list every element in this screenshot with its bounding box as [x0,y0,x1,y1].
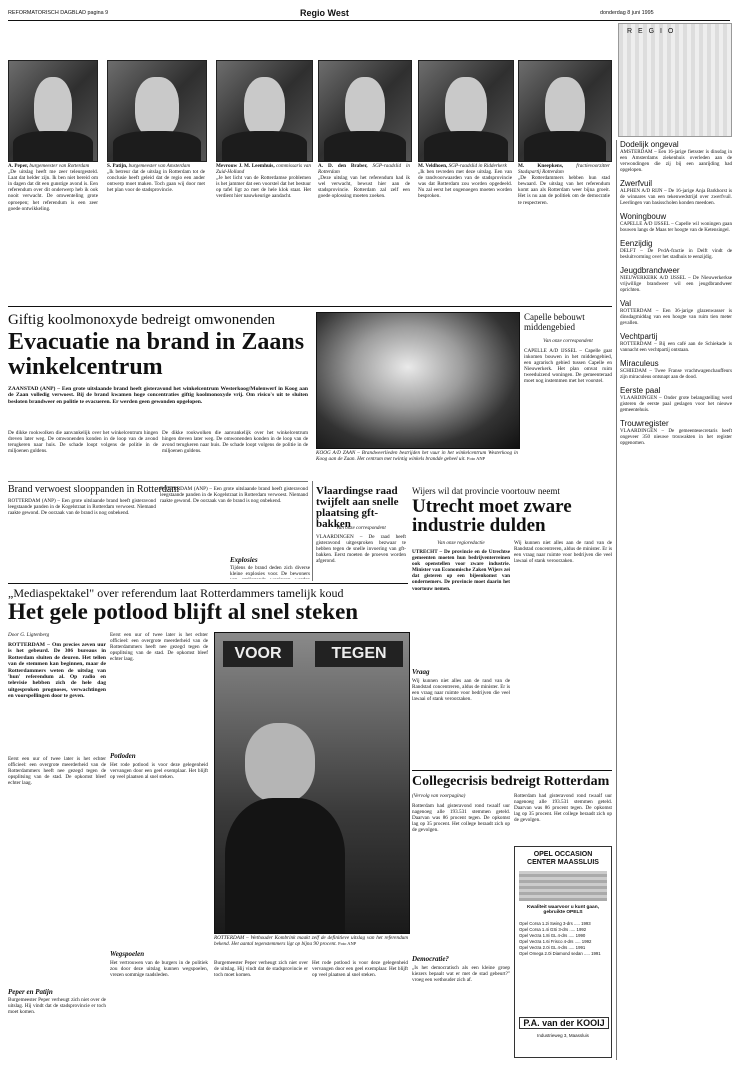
sidebar-item: Woningbouw CAPELLE A/D IJSSEL – Capelle wil woningen gaan bouwen langs de Maas ter hoogte van de Ketensingel. [620,212,732,233]
portrait-caption: M. Veldhoen, SGP-raadslid in Ridderkerk „Ik ben tevreden met deze uitslag. Een van de randvoorwaarden van de stadsprovincie was dat Rotterdam zou worden opgedeeld. Nu zal eerst het ongenoegen moeten worden besproken. [418,163,512,200]
portrait-caption: Mevrouw J. M. Leemhuis, commissaris van Zuid-Holland „Je het licht van de Rotterdamse problemen is het jammer dat een voorstel dat het bestuur op tafel ligt zo met de hele klok staat. Het verdient hier nauwkeurige aandacht. [216,163,311,200]
headline-referendum: Het gele potlood blijft al snel steken [8,599,359,624]
body-evacuatie: De dikke rookwolken die aanvankelijk over het winkelcentrum hingen dreven later weg. De omwonenden konden in de loop van de avond terugkeren naar huis. De schade loopt volgens de politie in de miljoenen guldens. [8,430,158,455]
ad-car-row: Opel Vectra 1.8i GL 4-drs ..... 1990 [519,933,586,938]
portrait-caption: A. D. den Braber, SGP-raadslid in Rotterdam „Deze uitslag van het referendum had ik wel verwacht, bewust hier aan de stadsprovincie. Rotterdam zal zelf een goede oplossing moeten zoeken. [318,163,410,200]
regio-label: R E G I O [627,28,676,35]
kicker-referendum: „Mediaspektakel" over referendum laat Rotterdammers tamelijk koud [8,586,344,600]
portrait-photo [518,60,612,162]
subhead-democratie: Democratie? [412,955,449,963]
ad-dealer-address: Industrieweg 3, Maassluis [537,1033,589,1038]
ad-car-row: Opel Corsa 1.4i GSi 3-drs ..... 1992 [519,927,587,932]
ad-title: OPEL OCCASION CENTER MAASSLUIS [527,851,599,866]
body-sloopanden-2: ROTTERDAM (ANP) – Een grote uitslaande brand heeft gisteravond leegstaande panden in de Kogelstraat in Rotterdam verwoest. Niemand raakte gewond. De oorzaak van de brand is nog onbekend. [160,486,308,505]
portrait-photo [318,60,412,162]
body-utrecht: UTRECHT – De provincie en de Utrechtse gemeenten moeten hun bedrijventerreinen ook openstellen voor zware industrie. Minister van Economische Zaken Wijers zei dat gisteren op een bijeenkomst van ondernemers. De provincie moet daarin het voortouw nemen. [412,549,510,592]
subhead-explosies: Explosies [230,556,258,564]
body-explosies: Tijdens de brand deden zich diverse kleine explosies voor. De bewoners [230,565,310,578]
ad-car-row: Opel Corsa 1.2i Swing 3-drs ..... 1993 [519,921,591,926]
body-potloden: Het rode potlood is voor deze gelegenheid vervangen door een geel exemplaar. Het blijft op veel plaatsen al snel steken. [110,762,208,781]
body-evacuatie-2: De dikke rookwolken die aanvankelijk over het winkelcentrum hingen dreven later weg. De omwonenden konden in de loop van de avond terugkeren naar huis. De schade loopt volgens de politie in de miljoenen guldens. [162,430,308,455]
body-utrecht-2: Wij kunnen niet alles aan de rand van de Randstad concentreren, aldus de minister. Er is een vraag naar ruimte voor bedrijven die veel lawaai of stank veroorzaken. [514,540,612,565]
portrait-photo [107,60,207,162]
sidebar-item: Jeugdbrandweer NIEUWERKERK A/D IJSSEL – De Nieuwerkerkse vrijwillige brandweer wil een jeugdbrandweer oprichten. [620,266,732,293]
byline-referendum: Door G. Ligtenberg [8,632,50,638]
referendum-photo [214,632,410,934]
fire-photo-caption: KOOG A/D ZAAN – Brandweerlieden bestrijden het vuur in het winkelcentrum Westerkoog in Koog aan de Zaan. Het centrum met twintig winkels brandde geheel uit. Foto ANP [316,450,518,463]
subhead-peper-patijn: Peper en Patijn [8,988,53,996]
body-vlaardingen: VLAARDINGEN – De raad heeft gisteravond uitgesproken bezwaar te hebben tegen de snelle invoering van gft-bakken. Eerst moeten de proeven worden afgerond. [316,534,406,565]
body-utrecht-vraag: Wij kunnen niet alles aan de rand van de Randstad concentreren, aldus de minister. Er is een vraag naar ruimte voor bedrijven die veel lawaai of stank veroorzaken. [412,678,510,703]
sidebar-item: Zwerfvuil ALPHEN A/D RIJN – De 16-jarige Anja Barkhorst is de winnares van een tekenwedstrijd over zwerfvuil. Leerlingen van basisscholen konden meedoen. [620,179,732,206]
sidebar-item: Vechtpartij ROTTERDAM – Bij een café aan de Schiekade is vannacht een vechtpartij ontstaan. [620,332,732,353]
subhead-vraag: Vraag [412,668,430,676]
sidebar-item: Eenzijdig DELFT – De PvdA-fractie in Delft vindt de besluitvorming over het stadhuis te eenzijdig. [620,239,732,260]
poster-tegen: TEGEN [315,641,403,667]
ad-car-list [519,921,607,957]
lead-referendum: ROTTERDAM – Om precies zeven uur is het gebeurd. De 306 bureaus in Rotterdam sluiten de deuren. Het tellen van de stemmen kan beginnen, maar de Rotterdammers weten de uitslag van 'hun' referendum al. Op radio en televisie hebben zich de hele dag uitgesproken prognoses, verwachtingen en voorspellingen door te geven. [8,642,106,700]
headline-vlaardingen: Vlaardingse raad twijfelt aan snelle plaatsing gft-bakken [316,485,399,530]
portrait-caption: M. Kneepkens, fractievoorzitter Stadspartij Rotterdam „De Rotterdammers hebben hun stad bewaard. De uitslag van het referendum komt aan als Rotterdam weer bijna groeit. Het is nu aan de politiek om de democratie te respecteren. [518,163,610,206]
poster-voor: VOOR [223,641,293,667]
headline-capelle: Capelle bebouwt middengebied [524,312,585,332]
ad-tagline: Kwaliteit waarvoor u kunt gaan, gebruikte OPELS [527,905,599,915]
lead-evacuatie: ZAANSTAD (ANP) – Een grote uitslaande brand heeft gisteravond het winkelcentrum Westerkoog/Molenwerf in Koog aan de Zaan volledig verwoest. Bij de brand kwamen hoge concentraties giftig koolmonoxyde vrij. Om risico's uit te sluiten besloten brandweer en politie te evacueren. Er werden geen gewonden opgelopen. [8,386,308,405]
byline-capelle: Van onze correspondent [543,338,593,344]
headline-sloopanden: Brand verwoest slooppanden in Rotterdam [8,484,180,495]
fire-photo [316,312,520,449]
sidebar-news [620,140,732,1060]
ad-car-row: Opel Vectra 2.0i GL 4-drs ..... 1991 [519,945,586,950]
kicker-koolmonoxyde: Giftig koolmonoxyde bedreigt omwonenden [8,312,276,328]
body-capelle: CAPELLE A/D IJSSEL – Capelle gaat inkomen bouwen in het middengebied, een agrarisch gebied tussen Capelle en Nieuwerkerk. Het plan omvat ruim tweeduizend woningen. De gemeenteraad moet nog instemmen met het voorstel. [524,348,612,385]
portrait-photo [418,60,514,162]
body-peper-patijn: Burgemeester Peper verheugt zich niet over de uitslag. Hij vindt dat de stadsprovincie er toch moet komen. [8,997,106,1016]
body-democratie: „Is het democratisch als een kleine groep kiezers bepaalt wat er met de stad gebeurt?" vroeg een wethouder zich af. [412,965,510,984]
kicker-utrecht: Wijers wil dat provincie voortouw neemt [412,486,560,496]
subhead-potloden: Potloden [110,752,136,760]
headline-evacuatie: Evacuatie na brand in Zaans winkelcentrum [8,329,305,380]
sidebar-item: Dodelijk ongeval AMSTERDAM – Een 16-jarige fietsster is dinsdag in een Amsterdams ziekenhuis overleden aan de verwondingen die zij bij een aanrijding had opgelopen. [620,140,732,173]
body-referendum-col4: Het rode potlood is voor deze gelegenheid vervangen door een geel exemplaar. Het blijft op veel plaatsen al snel steken. [312,960,408,979]
byline-vlaardingen: Van onze correspondent [336,525,386,531]
portrait-photo [8,60,98,162]
body-collegecrisis-2: Rotterdam had gisteravond rond twaalf uur nagenoeg alle 193.531 stemmen geteld. Daarvan was 86 procent tegen. De opkomst lag op 35 procent. Het college beraadt zich op de gevolgen. [514,793,612,824]
body-sloopanden: ROTTERDAM (ANP) – Een grote uitslaande brand heeft gisteravond leegstaande panden in de Kogelstraat in Rotterdam verwoest. Niemand raakte gewond. De oorzaak van de brand is nog onbekend. [8,498,156,517]
portrait-caption: A. Peper, burgemeester van Rotterdam „De uitslag heeft me zeer teleurgesteld. Laat dat helder zijn. Ik ben niet bereid om in dagen dat dit een gunstige avond is. Een referendum over dit onderwerp heb ik ook nooit verwacht. De omwenteling grote oproepen; het referendum is een zeer goede ontwikkeling. [8,163,98,212]
ad-dealer: P.A. van der KOOIJ [519,1017,609,1029]
portrait-caption: S. Patijn, burgemeester van Amsterdam „Ik betreur dat de uitslag in Rotterdam tot de conclusie heeft geleid dat de regio een ander ontwerp moet maken. Toch gaan wij door met het plan voor de stadsprovincie. [107,163,205,194]
body-referendum-col2: Eerst een uur of twee later is het echter officieel: een overgrote meerderheid van de Rotterdammers heeft nee gezegd tegen de opsplitsing van de stad. De opkomst bleef echter laag. [110,632,208,663]
header-date: donderdag 8 juni 1995 [600,10,654,16]
ad-car-row: Opel Omega 2.0i Diamond sedan ..... 1991 [519,951,601,956]
section-title: Regio West [300,8,349,18]
body-referendum: Eerst een uur of twee later is het echter officieel: een overgrote meerderheid van de Rotterdammers heeft nee gezegd tegen de opsplitsing van de stad. De opkomst bleef echter laag. [8,756,106,787]
body-referendum-col3: Burgemeester Peper verheugt zich niet over de uitslag. Hij vindt dat de stadsprovincie er toch moet komen. [214,960,308,979]
sidebar-item: Val ROTTERDAM – Een 36-jarige glazenwasser is dinsdagmiddag van een hoogte van ruim tien meter gevallen. [620,299,732,326]
headline-utrecht: Utrecht moet zware industrie dulden [412,496,572,536]
body-collegecrisis: Rotterdam had gisteravond rond twaalf uur nagenoeg alle 193.531 stemmen geteld. Daarvan was 86 procent tegen. De opkomst lag op 35 procent. Het college beraadt zich op de gevolgen. [412,803,510,834]
opel-advertisement [514,846,612,1058]
ad-car-row: Opel Vectra 1.6i Frisco 4-drs ..... 1992 [519,939,592,944]
byline-utrecht: Van onze regioredactie [437,540,485,546]
byline-collegecrisis: (Vervolg van voorpagina) [412,793,466,799]
body-wegspoelen: Het vertrouwen van de burgers in de politiek zou door deze uitslag kunnen wegspoelen, vrezen sommige raadsleden. [110,960,208,979]
referendum-photo-caption: ROTTERDAM – Wethouder Kombrink maakt zelf de definitieve uitslag van het referendum bekend. Het aantal tegenstemmers ligt op bijna 90 procent. Foto ANP [214,935,408,948]
sidebar-item: Eerste paal VLAARDINGEN – Onder grote belangstelling werd gisteren de eerste paal geslagen voor het nieuwe gemeentehuis. [620,386,732,413]
header-left: REFORMATORISCH DAGBLAD pagina 9 [8,10,109,16]
subhead-wegspoelen: Wegspoelen [110,950,145,958]
regio-banner [618,23,732,137]
sidebar-item: Trouwregister VLAARDINGEN – De gemeentesecretaris heeft ongeveer 350 nieuwe trouwakten in het register opgenomen. [620,419,732,446]
sidebar-item: Miraculeus SCHIEDAM – Twee Franse vrachtwagenchauffeurs zijn miraculeus ontsnapt aan de dood. [620,359,732,380]
portrait-photo [216,60,313,162]
headline-collegecrisis: Collegecrisis bedreigt Rotterdam [412,774,610,789]
